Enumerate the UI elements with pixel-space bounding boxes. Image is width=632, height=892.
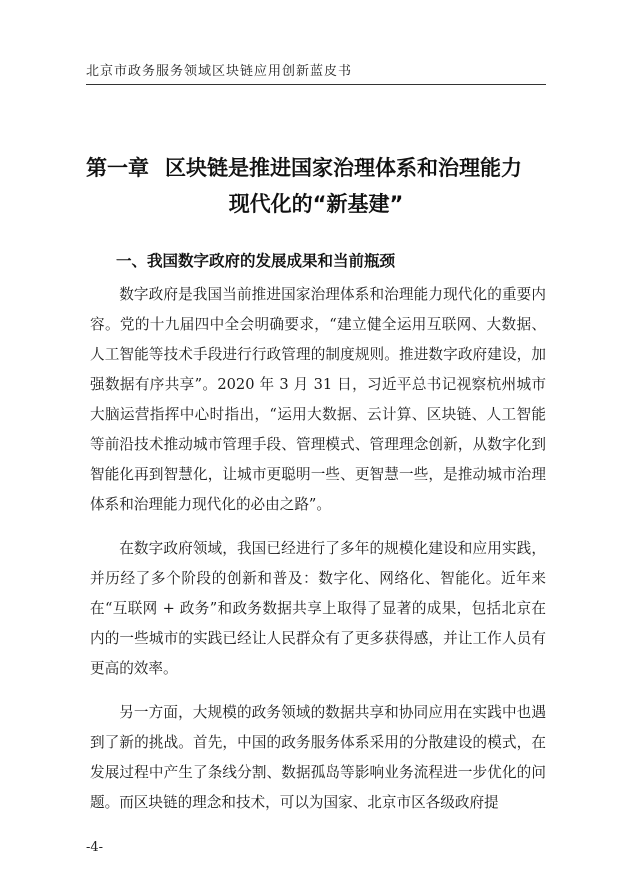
chapter-number: 第一章 xyxy=(86,156,149,180)
section-title: 一、我国数字政府的发展成果和当前瓶颈 xyxy=(116,252,396,270)
paragraph: 数字政府是我国当前推进国家治理体系和治理能力现代化的重要内容。党的十九届四中全会明确要求，“建立健全运用互联网、大数据、人工智能等技术手段进行行政管理的制度规则。推进数字政府建设，加强数据有序共享”。2020 年 3 月 31 日，习近平总书记视察杭州城市大脑运营指挥中心时指出，“运用大数据、云计算、区块链、人工智能等前沿技术推动城市管理手段、管理模式、管理理念创新，从数字化到智能化再到智慧化，让城市更聪明一些、更智慧一些，是推动城市治理体系和治理能力现代化的必由之路”。 xyxy=(90,286,546,513)
page-number: -4- xyxy=(86,840,104,855)
paragraph: 另一方面，大规模的政务领域的数据共享和协同应用在实践中也遇到了新的挑战。首先，中国的政务服务体系采用的分散建设的模式，在发展过程中产生了条线分割、数据孤岛等影响业务流程进一步优化的问题。而区块链的理念和技术，可以为国家、北京市区各级政府提 xyxy=(90,704,546,811)
chapter-title-line-2: 现代化的“新基建” xyxy=(228,192,404,216)
header-divider xyxy=(86,84,546,85)
running-header: 北京市政务服务领域区块链应用创新蓝皮书 xyxy=(86,64,353,79)
chapter-title-text-1: 区块链是推进国家治理体系和治理能力 xyxy=(165,156,522,180)
paragraph: 在数字政府领域，我国已经进行了多年的规模化建设和应用实践，并历经了多个阶段的创新和普及：数字化、网络化、智能化。近年来在“互联网 + 政务”和政务数据共享上取得了显著的成果，包括北京在内的一些城市的实践已经让人民群众有了更多获得感，并让工作人员有更高的效率。 xyxy=(90,540,546,677)
chapter-title-line-1 xyxy=(86,150,546,186)
body-text xyxy=(90,280,546,832)
chapter-title xyxy=(86,150,546,222)
